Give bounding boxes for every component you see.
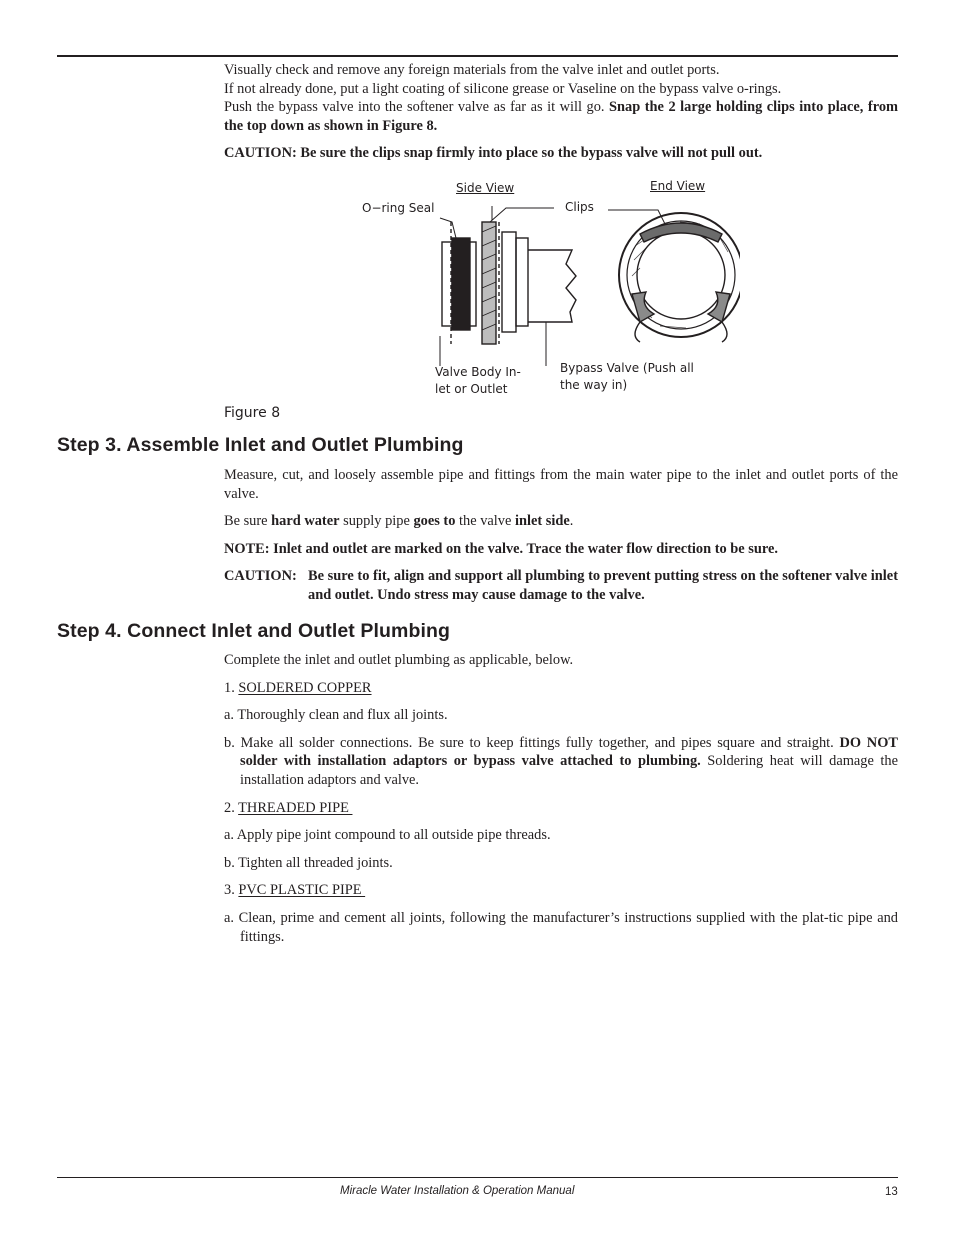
end-view-label: End View (650, 179, 706, 193)
o-ring-seal-label: O−ring Seal (362, 201, 435, 215)
clip-feet (635, 322, 727, 342)
step-3-paragraph-1: Measure, cut, and loosely assemble pipe and fittings from the main water pipe to the inlet and outlet ports of the valve. (224, 467, 898, 502)
bypass-valve-label-2: the way in) (560, 378, 628, 392)
section-3-title-text: PVC PLASTIC PIPE (238, 882, 366, 899)
clips-leader (490, 208, 554, 222)
section-1-item-a: a. Thoroughly clean and flux all joints. (224, 707, 448, 724)
page-number: 13 (885, 1186, 898, 1198)
step-3-note (224, 540, 898, 559)
section-3-number: 3. (224, 882, 239, 899)
clips-label: Clips (565, 200, 594, 214)
step-3-paragraph-2 (224, 512, 898, 531)
section-1-item-b-bold: DO NOT solder with installation adaptors or bypass valve attached to plumbing. (240, 734, 898, 770)
intro-line-3-bold: Snap the 2 large holding clips into place, from the top down as shown in Figure 8. (224, 99, 899, 134)
p2-text-c: supply pipe (339, 513, 414, 530)
top-rule (57, 55, 898, 57)
p2-bold-hard-water: hard water (271, 513, 340, 530)
side-view-label: Side View (456, 181, 515, 195)
section-1-item-b-text-2: Soldering heat will damage the installation adaptors and valve. (240, 753, 898, 788)
footer-title: Miracle Water Installation & Operation Manual (340, 1185, 575, 1197)
section-3-item-a: a. Clean, prime and cement all joints, following the manufacturer’s instructions supplied with the plat-tic pipe and fittings. (224, 909, 898, 945)
o-ring-leader (440, 218, 456, 238)
p2-text-a: Be sure (224, 513, 272, 530)
step-3-heading: Step 3. Assemble Inlet and Outlet Plumbing (57, 434, 464, 456)
step-4-body (224, 651, 898, 946)
step-3-note-text: NOTE: Inlet and outlet are marked on the valve. Trace the water flow direction to be sure. (224, 540, 778, 557)
bottom-rule (57, 1177, 898, 1178)
section-1-item-b (224, 734, 898, 790)
valve-body-flange (502, 232, 516, 332)
intro-line-2: If not already done, put a light coating of silicone grease or Vaseline on the bypass valve o-rings. (224, 80, 782, 97)
valve-body-port (516, 238, 528, 326)
intro-line-3-text: Push the bypass valve into the softener valve as far as it will go. (224, 99, 610, 116)
step-4-intro: Complete the inlet and outlet plumbing as applicable, below. (224, 652, 574, 668)
intro-block (224, 61, 898, 163)
section-1-title (224, 679, 898, 698)
section-2-title-text: THREADED PIPE (238, 799, 353, 816)
section-2-item-b: b. Tighten all threaded joints. (224, 854, 393, 871)
step-3-body (224, 466, 898, 605)
p2-bold-inlet-side: inlet side (514, 513, 570, 530)
section-1-title-text: SOLDERED COPPER (238, 679, 372, 696)
o-ring-seal-shape (452, 238, 470, 330)
section-1-item-b-text: b. Make all solder connections. Be sure to keep fittings fully together, and pipes square and straight. (224, 734, 840, 751)
section-3-title (224, 881, 898, 900)
intro-caution (224, 144, 898, 163)
top-clip (640, 223, 722, 242)
valve-body-label-2: let or Outlet (435, 382, 508, 396)
figure-8-diagram (340, 176, 740, 401)
intro-caution-text: CAUTION: Be sure the clips snap firmly into place so the bypass valve will not pull out. (224, 145, 763, 162)
intro-line-3 (224, 98, 898, 135)
bypass-pipe (528, 250, 576, 322)
step-3-caution-label: CAUTION: (224, 568, 297, 585)
section-2-number: 2. (224, 799, 239, 816)
p2-text-g: . (569, 513, 574, 530)
p2-text-e: the valve (455, 513, 515, 530)
valve-body-label-1: Valve Body In- (435, 365, 521, 379)
step-3-caution-text: Be sure to fit, align and support all plumbing to prevent putting stress on the softener valve inlet and outlet. Undo stress may cause damage to the valve. (308, 568, 898, 603)
section-1-number: 1. (224, 679, 239, 696)
bypass-valve-label-1: Bypass Valve (Push all (560, 361, 694, 375)
section-2-item-a: a. Apply pipe joint compound to all outside pipe threads. (224, 827, 551, 844)
section-2-title (224, 799, 898, 818)
step-4-heading: Step 4. Connect Inlet and Outlet Plumbing (57, 620, 451, 642)
step-3-caution (224, 567, 898, 604)
intro-line-1: Visually check and remove any foreign materials from the valve inlet and outlet ports. (224, 62, 720, 78)
figure-caption: Figure 8 (224, 405, 281, 421)
p2-bold-goes-to: goes to (413, 513, 456, 530)
